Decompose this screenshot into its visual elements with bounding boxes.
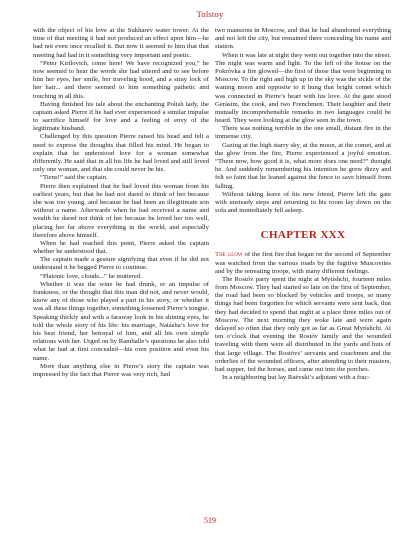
paragraph: Pierre then explained that he had loved this woman from his earliest years, but that he had not dared to think of her because she was too young, and because he had been an illegitimate son without a name. Afterwards when he had received a name and wealth he dared not think of her because he loved her too well, placing her far above everything in the world, and especially therefore above himself.	[33, 182, 209, 239]
paragraph: “Tiens!” said the captain.	[40, 174, 108, 182]
paragraph: In a neighboring hut lay Raévski’s adjutant with a frac-	[222, 374, 370, 382]
paragraph: Gazing at the high starry sky, at the moon, at the comet, and at the glow from the fire, Pierre experienced a joyful emotion. “There now, how good it is, what more does one need?” thought he. And suddenly remembering his intention he grew dizzy and felt so faint that he leaned against the fence to save himself from falling.	[215, 141, 391, 190]
chapter-lead-text: of the first fire that began on the second of September was watched from the various roads by the fugitive Muscovites and by the retreating troops, with many different feelings.	[215, 251, 391, 275]
page-number: 519	[204, 516, 216, 525]
paragraph: Challenged by this question Pierre raised his head and felt a need to express the thoughts that filled his mind. He began to explain that he understood love for a woman somewhat differently. He said that in all his life he had loved and still loved only one woman, and that she could never be his.	[33, 133, 209, 174]
paragraph: “Platonic love, clouds...” he muttered.	[40, 272, 142, 280]
paragraph: When it was late at night they went out together into the street. The night was warm and light. To the left of the house on the Pokróvka a fire glowed—the first of those that were beginning in Moscow. To the right and high up in the sky was the sickle of the waning moon and opposite to it hung that bright comet which was connected in Pierre’s heart with his love. At the gate stood Gerásim, the cook, and two Frenchmen. Their laughter and their mutually incomprehensible remarks in two languages could be heard. They were looking at the glow seen in the town.	[215, 51, 391, 125]
paragraph: with the object of his love at the Sukharev water tower. At the time of that meeting it had not produced an effect upon him—he had not even once recalled it. But now it seemed to him that that meeting had had in it something very important and poetic.	[33, 27, 209, 59]
chapter-heading: CHAPTER XXX	[260, 229, 346, 242]
right-text-column	[215, 27, 391, 382]
paragraph: two mansions in Moscow, and that he had abandoned everything and not left the city, but remained there concealing his name and station.	[215, 27, 391, 51]
paragraph: The Rostóv party spent the night at Mytíshchi, fourteen miles from Moscow. They had started so late on the first of September, the road had been so blocked by vehicles and troops, so many things had been forgotten for which servants were sent back, that they had decided to spend that night at a place three miles out of Moscow. The next morning they woke late and were again delayed so often that they only got as far as Great Mytíshchi. At ten o’clock that evening the Rostóv family and the wounded traveling with them were all distributed in the yards and huts of that large village. The Rostóvs’ servants and coachmen and the orderlies of the wounded officers, after attending to their masters, had supper, fed the horses, and came out into the porches.	[215, 275, 391, 373]
running-head-title: Tolstoy	[196, 9, 224, 19]
paragraph: Without taking leave of his new friend, Pierre left the gate with unsteady steps and returning to his room lay down on the sofa and immediately fell asleep.	[215, 190, 391, 215]
paragraph: When he had reached this point, Pierre asked the captain whether he understood that.	[33, 239, 209, 256]
paragraph: Whether it was the wine he had drunk, or an impulse of frankness, or the thought that this man did not, and never would, know any of those who played a part in his story, or whether it was all these things together, something loosened Pierre’s tongue. Speaking thickly and with a faraway look in his shining eyes, he told the whole story of his life: his marriage, Natásha’s love for his best friend, her betrayal of him, and all his own simple relations with her. Urged on by Ramballe’s questions he also told what he had at first concealed—his own position and even his name.	[33, 280, 209, 362]
left-text-column	[33, 27, 209, 379]
paragraph: “Peter Kirílovich, come here! We have recognized you,” he now seemed to hear the words she had uttered and to see before him her eyes, her smile, her traveling hood, and a stray lock of her hair... and there seemed to him something pathetic and touching in all this.	[33, 59, 209, 100]
paragraph: Having finished his tale about the enchanting Polish lady, the captain asked Pierre if he had ever experienced a similar impulse to sacrifice himself for love and a feeling of envy of the legitimate husband.	[33, 100, 209, 133]
paragraph: The captain made a gesture signifying that even if he did not understand it he begged Pierre to continue.	[33, 256, 209, 272]
chapter-lead-smallcaps: The glow	[215, 251, 243, 259]
chapter-opening-paragraph	[215, 251, 391, 276]
paragraph: More than anything else in Pierre’s story the captain was impressed by the fact that Pierre was very rich, had	[33, 362, 209, 378]
paragraph: There was nothing terrible in the one small, distant fire in the immense city.	[215, 125, 391, 141]
